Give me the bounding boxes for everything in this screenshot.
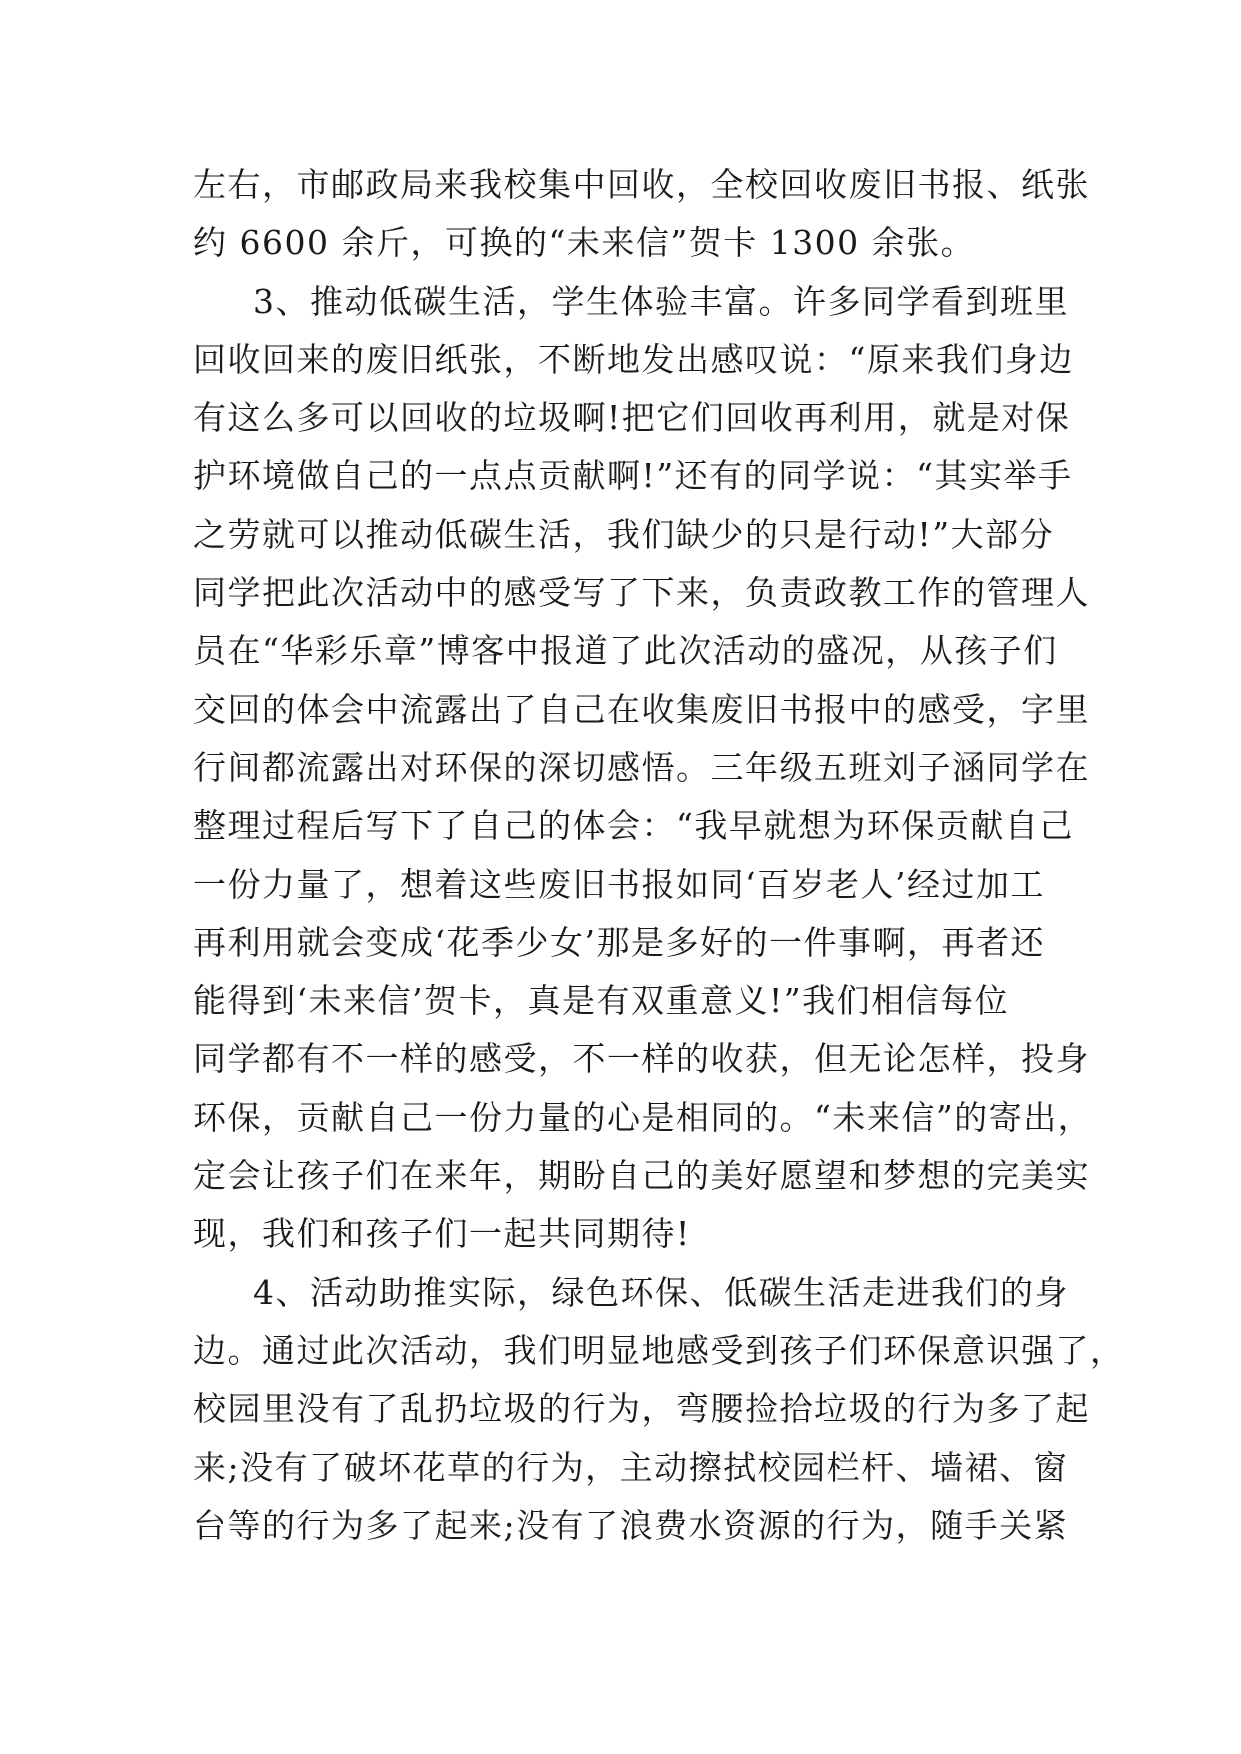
body-text	[193, 156, 1125, 1555]
text-line: 有这么多可以回收的垃圾啊!把它们回收再利用，就是对保	[193, 398, 1071, 438]
text-line: 环保，贡献自己一份力量的心是相同的。“未来信”的寄出，	[193, 1097, 1093, 1137]
text-line: 行间都流露出对环保的深切感悟。三年级五班刘子涵同学在	[193, 747, 1090, 787]
text-line: 来;没有了破坏花草的行为，主动擦拭校园栏杆、墙裙、窗	[193, 1447, 1069, 1487]
text-line: 之劳就可以推动低碳生活，我们缺少的只是行动!”大部分	[193, 514, 1055, 554]
text-line: 整理过程后写下了自己的体会：“我早就想为环保贡献自己	[193, 806, 1074, 846]
text-line: 台等的行为多了起来;没有了浪费水资源的行为，随手关紧	[193, 1505, 1069, 1545]
paragraph-start-line: 4、活动助推实际，绿色环保、低碳生活走进我们的身	[253, 1272, 1069, 1312]
text-line: 一份力量了，想着这些废旧书报如同‘百岁老人’经过加工	[193, 864, 1045, 904]
text-line: 同学都有不一样的感受，不一样的收获，但无论怎样，投身	[193, 1039, 1090, 1079]
text-line: 能得到‘未来信’贺卡，真是有双重意义!”我们相信每位	[193, 981, 1010, 1021]
text-line: 边。通过此次活动，我们明显地感受到孩子们环保意识强了，	[193, 1330, 1125, 1370]
text-line: 约 6600 余斤，可换的“未来信”贺卡 1300 余张。	[193, 223, 976, 263]
text-line: 校园里没有了乱扔垃圾的行为，弯腰捡拾垃圾的行为多了起	[193, 1389, 1090, 1429]
paragraph-start-line: 3、推动低碳生活，学生体验丰富。许多同学看到班里	[253, 281, 1069, 321]
text-line: 护环境做自己的一点点贡献啊!”还有的同学说：“其实举手	[193, 456, 1073, 496]
text-line: 左右，市邮政局来我校集中回收，全校回收废旧书报、纸张	[193, 165, 1090, 204]
text-line: 员在“华彩乐章”博客中报道了此次活动的盛况，从孩子们	[193, 631, 1058, 671]
text-line: 同学把此次活动中的感受写了下来，负责政教工作的管理人	[193, 573, 1090, 613]
text-line: 回收回来的废旧纸张，不断地发出感叹说：“原来我们身边	[193, 339, 1074, 379]
text-line: 现，我们和孩子们一起共同期待!	[193, 1214, 691, 1254]
text-line: 定会让孩子们在来年，期盼自己的美好愿望和梦想的完美实	[193, 1156, 1090, 1196]
text-line: 再利用就会变成‘花季少女’那是多好的一件事啊，再者还	[193, 922, 1045, 962]
text-line: 交回的体会中流露出了自己在收集废旧书报中的感受，字里	[193, 689, 1090, 729]
